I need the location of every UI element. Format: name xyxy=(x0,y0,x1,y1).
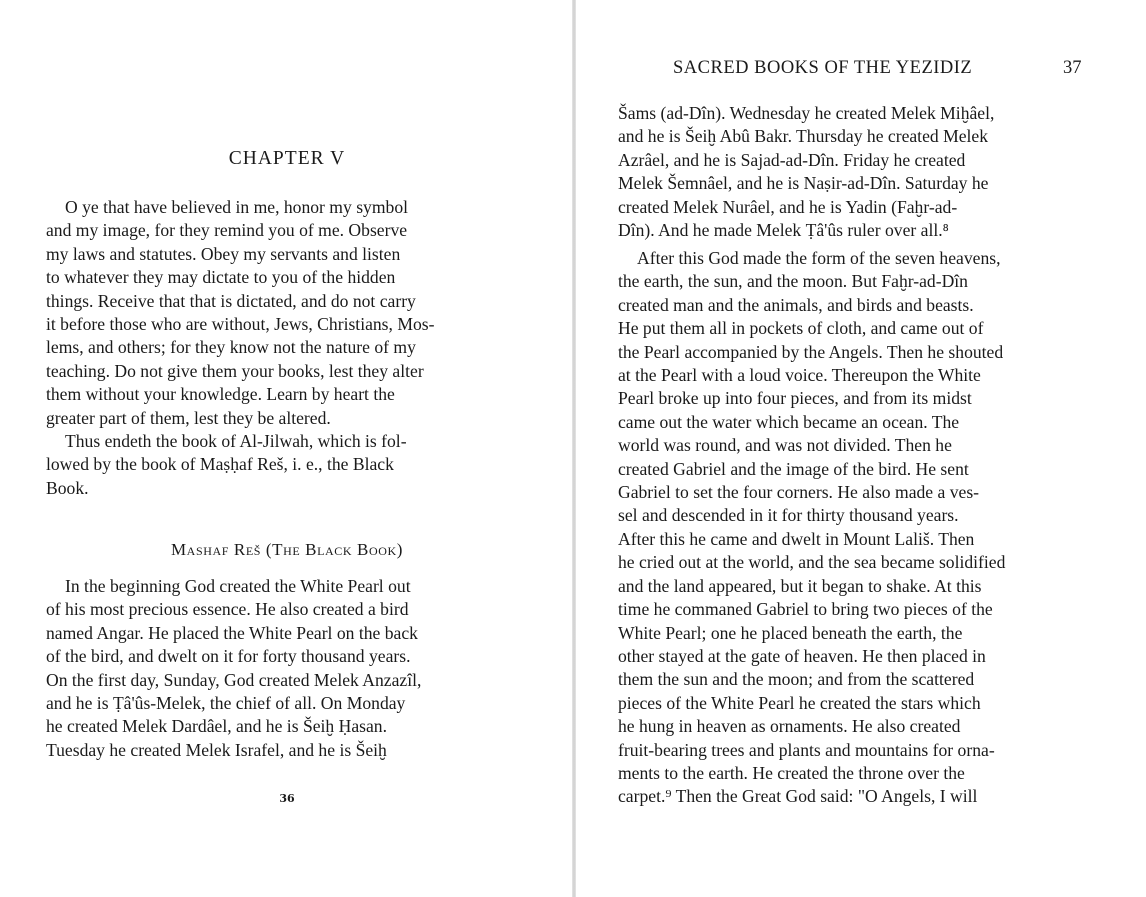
text-line: ments to the earth. He created the throne over the xyxy=(618,762,965,783)
text-line: fruit-bearing trees and plants and mountains for orna- xyxy=(618,739,995,760)
section-title: Mashaf Reš (The Black Book) xyxy=(170,540,404,559)
text-line: pieces of the White Pearl he created the stars which xyxy=(618,692,981,713)
left-paragraph-3 xyxy=(46,575,514,762)
text-line: Šams (ad-Dîn). Wednesday he created Melek Miḫâel, xyxy=(618,103,995,123)
text-line: After this God made the form of the seven heavens, xyxy=(637,248,1001,268)
text-line: created Gabriel and the image of the bird. He sent xyxy=(618,458,969,479)
right-paragraph-2 xyxy=(618,247,1092,809)
text-line: and my image, for they remind you of me. Observe xyxy=(46,220,408,241)
text-line: In the beginning God created the White Pearl out xyxy=(65,576,411,596)
text-line: Gabriel to set the four corners. He also made a ves- xyxy=(618,482,980,503)
text-line: Melek Šemnâel, and he is Naṣir-ad-Dîn. Saturday he xyxy=(618,173,989,194)
text-line: White Pearl; one he placed beneath the earth, the xyxy=(618,622,963,643)
text-line: the Pearl accompanied by the Angels. Then he shouted xyxy=(618,341,1004,362)
text-line: lowed by the book of Maṣḥaf Reš, i. e., the Black xyxy=(46,454,394,475)
text-line: greater part of them, lest they be altered. xyxy=(46,407,331,428)
page-number: 36 xyxy=(279,792,295,805)
text-line: carpet.⁹ Then the Great God said: "O Angels, I will xyxy=(618,786,978,807)
text-line: world was round, and was not divided. Then he xyxy=(618,435,952,456)
text-line: lems, and others; for they know not the nature of my xyxy=(46,337,416,358)
left-paragraph-1 xyxy=(46,196,514,430)
text-line: created man and the animals, and birds and beasts. xyxy=(618,294,974,315)
text-line: came out the water which became an ocean. The xyxy=(618,411,960,432)
text-line: Azrâel, and he is Sajad-ad-Dîn. Friday he created xyxy=(618,149,966,170)
running-head: SACRED BOOKS OF THE YEZIDIZ xyxy=(673,58,973,78)
text-line: them the sun and the moon; and from the scattered xyxy=(618,669,975,690)
text-line: On the first day, Sunday, God created Melek Anzazîl, xyxy=(46,669,422,690)
text-line: at the Pearl with a loud voice. Thereupon the White xyxy=(618,365,981,386)
left-paragraph-2 xyxy=(46,430,514,500)
text-line: Book. xyxy=(46,477,89,498)
right-page xyxy=(576,0,1146,897)
text-line: After this he came and dwelt in Mount Lališ. Then xyxy=(618,528,975,549)
text-line: he hung in heaven as ornaments. He also created xyxy=(618,716,961,737)
text-line: other stayed at the gate of heaven. He then placed in xyxy=(618,645,986,666)
text-line: teaching. Do not give them your books, lest they alter xyxy=(46,360,424,381)
text-line: them without your knowledge. Learn by heart the xyxy=(46,384,395,405)
text-line: created Melek Nurâel, and he is Yadin (Faḫr-ad- xyxy=(618,196,958,217)
text-line: the earth, the sun, and the moon. But Faḫr-ad-Dîn xyxy=(618,271,968,292)
text-line: and he is Šeiḫ Abû Bakr. Thursday he created Melek xyxy=(618,126,989,147)
text-line: of his most precious essence. He also created a bird xyxy=(46,599,409,620)
chapter-title: CHAPTER V xyxy=(228,148,346,169)
text-line: He put them all in pockets of cloth, and came out of xyxy=(618,318,984,339)
text-line: to whatever they may dictate to you of the hidden xyxy=(46,267,396,288)
text-line: Pearl broke up into four pieces, and from its midst xyxy=(618,388,972,409)
text-line: and the land appeared, but it began to shake. At this xyxy=(618,575,982,596)
text-line: Tuesday he created Melek Israfel, and he is Šeiḫ xyxy=(46,739,387,760)
text-line: and he is Ṭâ'ûs-Melek, the chief of all. On Monday xyxy=(46,693,406,714)
text-line: it before those who are without, Jews, Christians, Mos- xyxy=(46,314,435,335)
page-number: 37 xyxy=(1063,58,1082,78)
text-line: of the bird, and dwelt on it for forty thousand years. xyxy=(46,646,411,667)
text-line: sel and descended in it for thirty thousand years. xyxy=(618,505,959,526)
right-paragraph-1 xyxy=(618,102,1092,242)
text-line: time he commaned Gabriel to bring two pieces of the xyxy=(618,599,993,620)
text-line: he created Melek Dardâel, and he is Šeiḫ Ḥasan. xyxy=(46,716,387,737)
text-line: Thus endeth the book of Al-Jilwah, which is fol- xyxy=(65,431,407,451)
text-line: named Angar. He placed the White Pearl on the back xyxy=(46,622,418,643)
text-line: things. Receive that that is dictated, and do not carry xyxy=(46,290,416,311)
text-line: Dîn). And he made Melek Ṭâ'ûs ruler over all.⁸ xyxy=(618,220,949,241)
text-line: my laws and statutes. Obey my servants and listen xyxy=(46,243,401,264)
text-line: O ye that have believed in me, honor my symbol xyxy=(65,197,409,217)
text-line: he cried out at the world, and the sea became solidified xyxy=(618,552,1006,573)
